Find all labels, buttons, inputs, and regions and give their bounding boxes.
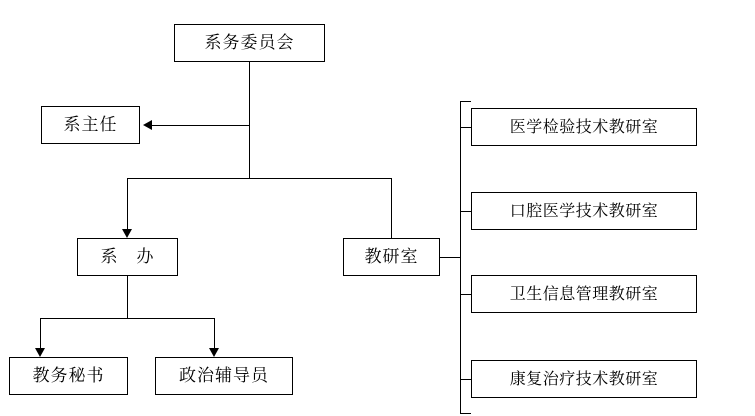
node-dept-dental-technology: 口腔医学技术教研室 (471, 192, 697, 230)
node-committee: 系务委员会 (174, 24, 325, 62)
edge-brace-dept2 (460, 211, 471, 212)
edge-to-secretary (40, 318, 41, 348)
edge-brace-top-cap (460, 101, 471, 102)
node-counselor: 政治辅导员 (155, 357, 293, 395)
arrow-secretary (35, 348, 45, 357)
arrow-counselor (209, 348, 219, 357)
node-dept-health-information: 卫生信息管理教研室 (471, 275, 697, 313)
edge-split-bar (127, 178, 392, 179)
arrow-office (122, 229, 132, 238)
edge-committee-director (152, 125, 250, 126)
edge-brace-dept1 (460, 127, 471, 128)
node-dept-medical-laboratory: 医学检验技术教研室 (471, 108, 697, 146)
arrow-director (143, 120, 152, 130)
node-secretary: 教务秘书 (9, 357, 128, 395)
edge-brace-dept3 (460, 294, 471, 295)
edge-office-split-bar (40, 318, 214, 319)
edge-to-counselor (214, 318, 215, 348)
edge-dept-brace (460, 101, 461, 413)
node-office: 系 办 (77, 238, 178, 276)
node-director: 系主任 (41, 106, 140, 144)
edge-brace-dept4 (460, 379, 471, 380)
node-dept-rehabilitation: 康复治疗技术教研室 (471, 360, 697, 398)
edge-brace-bottom-cap (460, 413, 471, 414)
edge-office-down (127, 276, 128, 318)
edge-committee-trunk (249, 62, 250, 178)
edge-to-teaching-research (391, 178, 392, 238)
node-teaching-research: 教研室 (343, 238, 440, 276)
edge-teaching-research-stub (440, 257, 460, 258)
edge-to-office (127, 178, 128, 229)
